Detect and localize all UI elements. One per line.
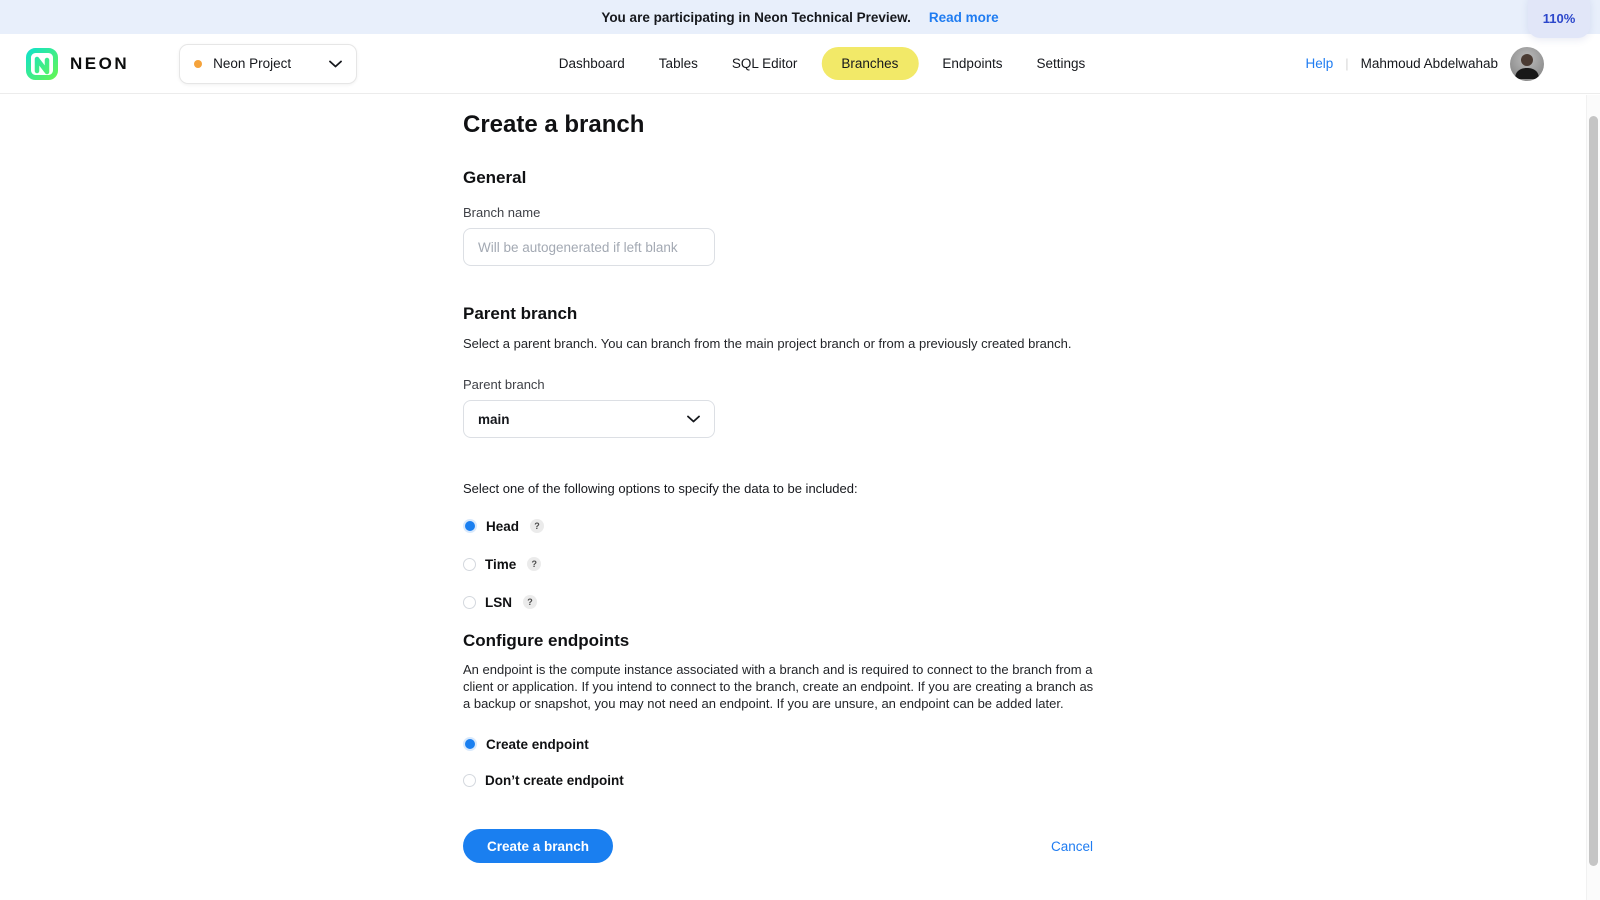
user-name: Mahmoud Abdelwahab: [1360, 56, 1498, 71]
radio-create-endpoint[interactable]: [463, 737, 477, 751]
parent-branch-heading: Parent branch: [463, 304, 578, 323]
lsn-help-icon[interactable]: ?: [523, 595, 537, 609]
nav-item-endpoints[interactable]: Endpoints: [942, 56, 1003, 71]
parent-branch-description: Select a parent branch. You can branch from the main project branch or from a previously created branch.: [463, 336, 1072, 351]
nav-item-sql-editor[interactable]: SQL Editor: [731, 56, 798, 71]
project-selector[interactable]: [179, 44, 357, 84]
header-right: [1305, 47, 1544, 81]
radio-time[interactable]: [463, 558, 476, 571]
radio-head-label: Head: [486, 518, 520, 534]
time-help-icon[interactable]: ?: [527, 557, 541, 571]
brand[interactable]: [24, 46, 129, 82]
branch-name-input[interactable]: [463, 228, 715, 266]
branch-name-label: Branch name: [463, 205, 541, 220]
chevron-down-icon: [329, 60, 342, 68]
main-content: [0, 94, 1600, 863]
create-branch-button[interactable]: Create a branch: [463, 829, 613, 863]
user-avatar[interactable]: [1510, 47, 1544, 81]
data-options-prompt: Select one of the following options to specify the data to be included:: [463, 481, 858, 496]
radio-option-dont-create-endpoint[interactable]: [463, 772, 1095, 788]
radio-dont-create-endpoint[interactable]: [463, 774, 476, 787]
scrollbar-track[interactable]: [1586, 95, 1600, 900]
radio-option-head[interactable]: [463, 518, 1095, 534]
radio-option-time[interactable]: [463, 556, 1095, 572]
create-branch-form: [463, 111, 1095, 863]
nav-item-branches[interactable]: Branches: [821, 47, 918, 80]
cancel-link[interactable]: Cancel: [1050, 838, 1093, 854]
parent-branch-select[interactable]: [463, 400, 715, 438]
brand-name: NEON: [70, 53, 130, 73]
help-link[interactable]: Help: [1305, 56, 1334, 71]
chevron-down-icon: [687, 415, 700, 423]
main-nav: [549, 47, 1095, 80]
nav-item-settings[interactable]: Settings: [1036, 56, 1086, 71]
radio-head[interactable]: [463, 519, 477, 533]
header-divider: |: [1345, 56, 1349, 71]
radio-time-label: Time: [485, 556, 517, 572]
radio-lsn[interactable]: [463, 596, 476, 609]
technical-preview-banner: [0, 0, 1600, 34]
zoom-indicator-badge[interactable]: [1528, 0, 1590, 38]
project-selector-label: Neon Project: [213, 56, 292, 71]
form-actions: [463, 829, 1093, 863]
neon-logo-icon: [24, 46, 60, 82]
app-header: [0, 34, 1600, 94]
scrollbar-thumb[interactable]: [1589, 116, 1598, 866]
radio-option-lsn[interactable]: [463, 594, 1095, 610]
read-more-link[interactable]: Read more: [928, 9, 999, 25]
radio-option-create-endpoint[interactable]: [463, 736, 1095, 752]
project-status-dot: [194, 60, 202, 68]
parent-branch-selected-value: main: [478, 411, 510, 427]
radio-create-endpoint-label: Create endpoint: [486, 736, 589, 752]
head-help-icon[interactable]: ?: [530, 519, 544, 533]
page-title: Create a branch: [463, 111, 645, 138]
nav-item-dashboard[interactable]: Dashboard: [558, 56, 625, 71]
banner-message: You are participating in Neon Technical Preview.: [601, 9, 911, 25]
radio-dont-create-endpoint-label: Don’t create endpoint: [485, 772, 624, 788]
nav-item-tables[interactable]: Tables: [658, 56, 698, 71]
endpoints-description: An endpoint is the compute instance associated with a branch and is required to connect to the branch from a client or application. If you intend to connect to the branch, create an endpoint. If you are creating a branch as a backup or snapshot, you may not need an endpoint. If you are unsure, an endpoint can be added later.: [463, 662, 1094, 711]
radio-lsn-label: LSN: [485, 594, 512, 610]
parent-branch-label: Parent branch: [463, 377, 545, 392]
zoom-level-value: 110%: [1542, 11, 1576, 26]
configure-endpoints-heading: Configure endpoints: [463, 631, 630, 650]
general-section-heading: General: [463, 168, 527, 187]
